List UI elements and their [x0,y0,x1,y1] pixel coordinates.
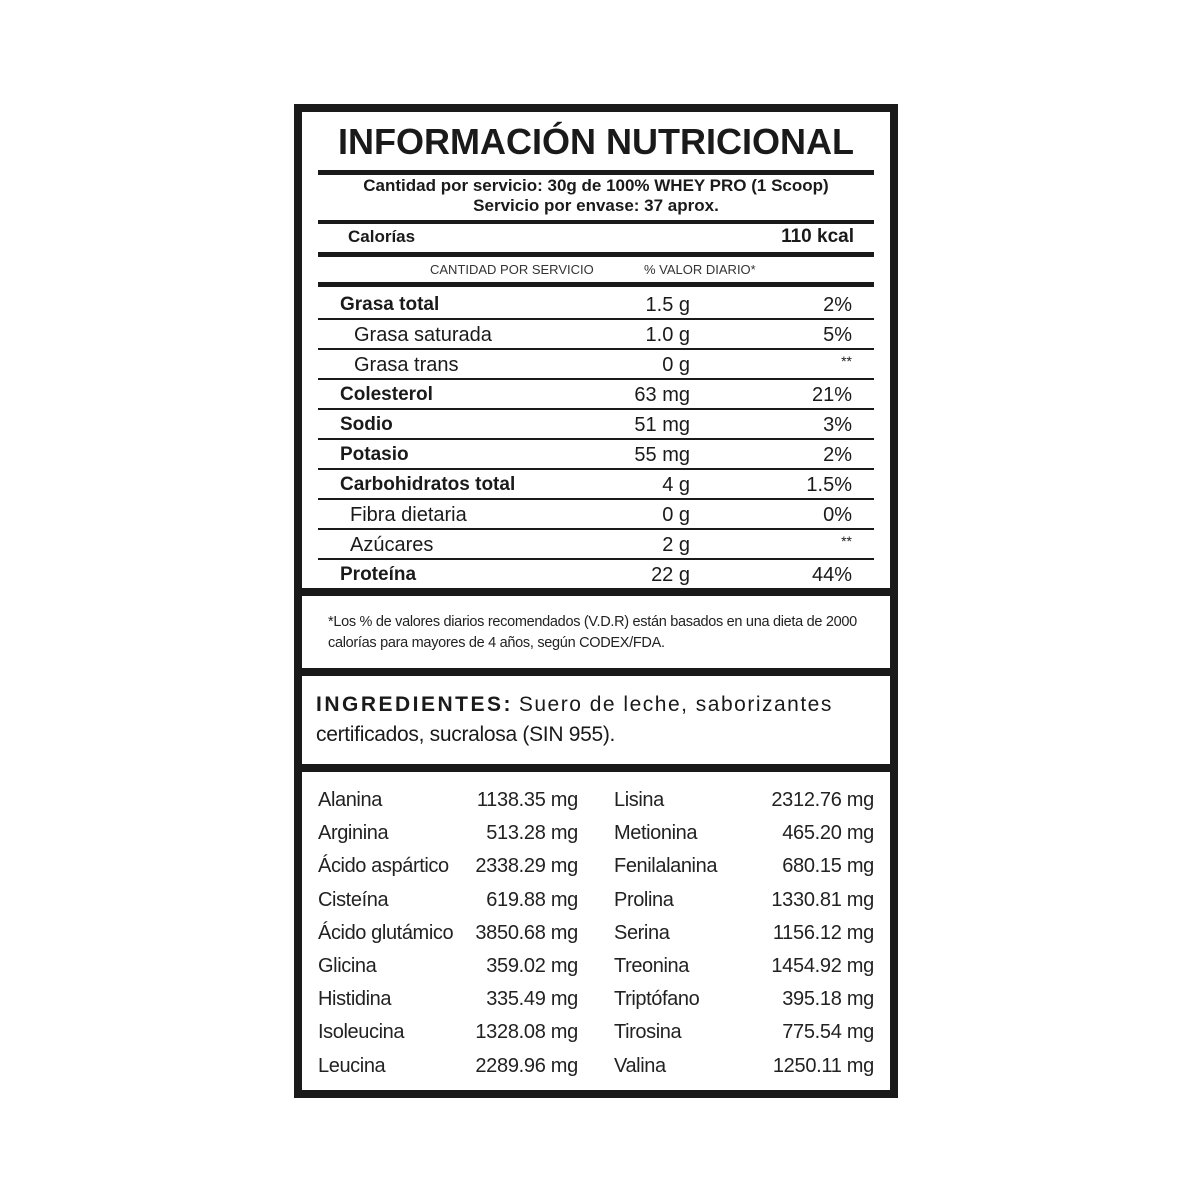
amino-acid-row [318,917,578,950]
nutrient-row [318,440,874,470]
nutrient-amount: 1.5 g [645,294,690,316]
divider [318,252,874,257]
amino-acid-value: 680.15 mg [782,855,874,878]
amino-acid-value: 359.02 mg [486,955,578,977]
nutrient-row [318,290,874,320]
amino-acid-row [318,983,578,1016]
amino-acid-value: 1330.81 mg [771,888,874,911]
nutrient-name: Sodio [340,414,393,435]
column-headers [318,260,874,280]
serving-info [318,176,874,216]
amino-acid-name: Metionina [614,822,698,845]
amino-acid-name: Cisteína [318,888,389,911]
amino-acid-name: Isoleucina [318,1021,405,1044]
nutrient-row [318,410,874,440]
amino-acid-name: Lisina [614,789,664,811]
nutrient-daily-value: 3% [823,414,852,436]
amino-acid-row [614,1050,874,1083]
nutrient-name: Grasa total [340,294,440,315]
nutrition-facts-section [302,112,890,588]
amino-acid-value: 2338.29 mg [475,855,578,878]
amino-acid-value: 1454.92 mg [771,955,874,977]
amino-acid-value: 2312.76 mg [771,789,874,811]
calories-label: Calorías [348,227,416,246]
amino-acid-name: Leucina [318,1054,386,1077]
amino-acid-row [318,950,578,983]
nutrient-row [318,470,874,500]
nutrient-daily-value: 0% [823,504,852,526]
nutrient-amount: 22 g [651,564,690,586]
nutrient-daily-value: ** [841,533,852,549]
amino-acid-row [318,1050,578,1083]
amino-acid-name: Serina [614,921,670,944]
amino-acid-row [614,784,874,817]
calories-row [318,224,874,250]
amino-acid-value: 513.28 mg [486,822,578,845]
amino-acid-value: 1138.35 mg [476,789,578,811]
nutrient-name: Grasa trans [354,354,459,376]
nutrient-amount: 4 g [662,474,690,496]
nutrient-row [318,560,874,590]
amino-acid-name: Treonina [614,955,689,977]
ingredients-label: INGREDIENTES: [316,693,514,716]
amino-acid-row [614,850,874,883]
amino-acid-name: Valina [614,1054,666,1077]
nutrient-name: Fibra dietaria [350,504,467,526]
nutrient-name: Carbohidratos total [340,474,516,495]
nutrient-row [318,530,874,560]
amino-acid-row [318,884,578,917]
nutrient-name: Potasio [340,444,409,465]
ingredients-section [302,676,890,764]
nutrient-row [318,380,874,410]
nutrient-daily-value: 1.5% [806,474,852,496]
amino-acid-row [614,950,874,983]
amino-acid-value: 335.49 mg [486,988,578,1011]
serving-size: Cantidad por servicio: 30g de 100% WHEY PRO (1 Scoop) [363,176,829,195]
amino-acid-row [318,850,578,883]
amino-acid-row [614,1016,874,1049]
amino-acid-value: 1328.08 mg [475,1021,578,1044]
nutrient-amount: 0 g [662,504,690,526]
amino-acid-row [614,884,874,917]
nutrient-row [318,500,874,530]
amino-acid-row [318,817,578,850]
nutrient-name: Colesterol [340,384,433,405]
amino-acid-value: 2289.96 mg [475,1054,578,1077]
amino-acid-name: Histidina [318,988,392,1011]
amino-acid-name: Arginina [318,822,389,845]
ingredients-line2: certificados, sucralosa (SIN 955). [316,723,616,746]
divider [318,282,874,287]
amino-acid-name: Triptófano [614,988,700,1011]
amino-acid-row [614,817,874,850]
amino-acid-section [302,772,890,1090]
amino-acid-value: 619.88 mg [486,888,578,911]
nutrition-label [294,104,898,1098]
nutrient-name: Azúcares [350,534,434,556]
amount-header: CANTIDAD POR SERVICIO [430,262,594,277]
footnote-section [302,596,890,668]
nutrient-amount: 63 mg [634,384,690,406]
nutrient-daily-value: 2% [823,444,852,466]
amino-acid-name: Fenilalanina [614,855,718,878]
amino-acid-name: Ácido glutámico [318,921,454,944]
amino-acid-name: Prolina [614,888,674,911]
amino-acid-row [614,983,874,1016]
ingredients-text [316,690,876,750]
amino-acid-value: 775.54 mg [782,1021,874,1044]
amino-acid-row [318,784,578,817]
nutrient-row [318,320,874,350]
nutrient-daily-value: ** [841,353,852,369]
nutrient-daily-value: 44% [811,564,852,586]
nutrient-daily-value: 21% [811,384,852,406]
nutrient-daily-value: 5% [823,324,852,346]
amino-acid-value: 1156.12 mg [772,921,874,944]
divider [318,170,874,175]
nutrient-name: Proteína [340,564,417,585]
ingredients-line1: Suero de leche, saborizantes [518,693,833,716]
nutrient-daily-value: 2% [823,294,852,316]
amino-acid-name: Ácido aspártico [318,855,449,878]
amino-acid-value: 1250.11 mg [772,1054,874,1077]
nutrient-amount: 51 mg [634,414,690,436]
nutrient-amount: 0 g [662,354,690,376]
amino-acid-name: Alanina [318,789,382,811]
amino-acid-row [614,917,874,950]
nutrient-amount: 55 mg [634,444,690,466]
amino-acid-row [318,1016,578,1049]
label-title: INFORMACIÓN NUTRICIONAL [338,121,854,162]
nutrient-name: Grasa saturada [354,324,492,346]
daily-value-header: % VALOR DIARIO* [644,262,756,277]
amino-acid-value: 3850.68 mg [475,921,578,944]
amino-acid-value: 395.18 mg [782,988,874,1011]
nutrient-row [318,350,874,380]
amino-acid-name: Tirosina [614,1021,682,1044]
servings-per-container: Servicio por envase: 37 aprox. [473,196,719,215]
nutrient-amount: 2 g [662,534,690,556]
calories-value: 110 kcal [781,226,854,247]
nutrient-amount: 1.0 g [645,324,690,346]
daily-value-footnote: *Los % de valores diarios recomendados (V.D.R) están basados en una dieta de 2000 calorías para mayores de 4 años, según CODEX/FDA. [328,614,857,651]
amino-acid-name: Glicina [318,955,377,977]
amino-acid-value: 465.20 mg [782,822,874,845]
